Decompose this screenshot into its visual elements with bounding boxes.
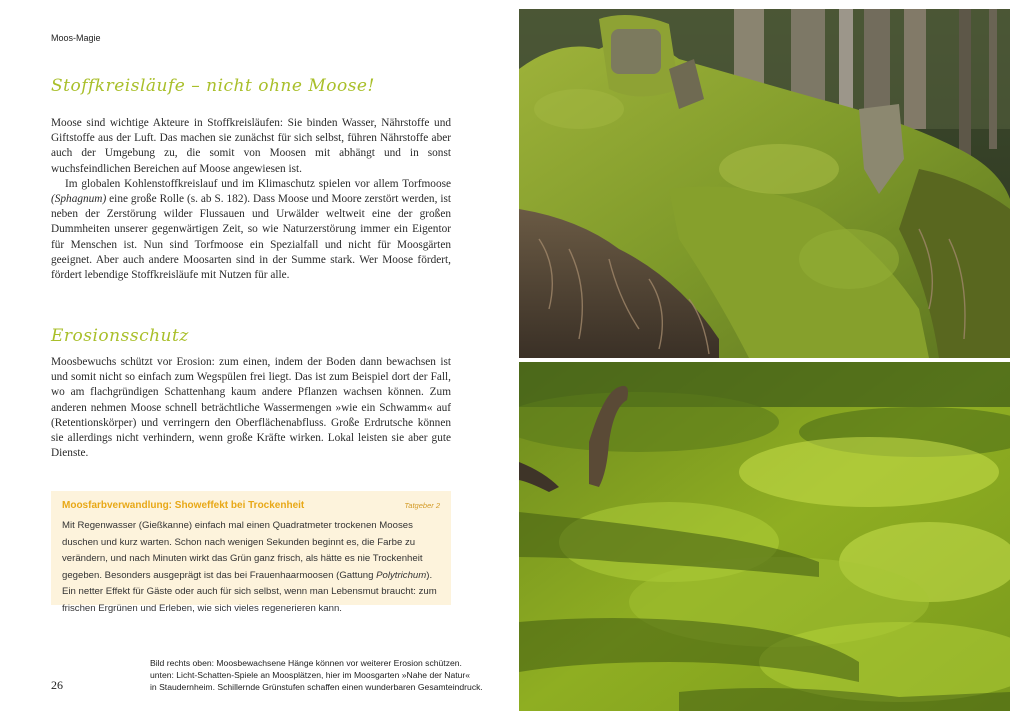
body-text-stoffkreislaeufe <box>51 116 451 283</box>
running-head: Moos-Magie <box>51 33 101 43</box>
info-box-tag: Tatgeber 2 <box>404 501 440 510</box>
info-box <box>51 491 451 614</box>
section-title-erosionsschutz: Erosionsschutz <box>51 326 189 346</box>
caption-line: Bild rechts oben: Moosbewachsene Hänge können vor weiterer Erosion schützen. <box>150 658 462 668</box>
page-number: 26 <box>51 678 63 692</box>
paragraph: Im globalen Kohlenstoffkreislauf und im Klimaschutz spielen vor allem Torfmoose (Sphagnum) eine große Rolle (s. ab S. 182). Dass Moose und Moore zerstört werden, ist neben der Zerstörung wilder Flussauen und Urwälder weltweit eine der großen Dummheiten unserer gegenwärtigen Zeit, so wie Naturzerstörung immer ein Eigentor für Menschen ist. Nun sind Torfmoose ein Spezialfall und nicht für Moosgärten geeignet. Aber auch andere Moosarten sind in der Summe stark. Wer Moose fördert, fördert lebendige Stoffkreisläufe mit Nutzen für alle. <box>51 177 451 282</box>
paragraph: Moose sind wichtige Akteure in Stoffkreisläufen: Sie binden Wasser, Nährstoffe und Giftstoffe aus der Luft. Das machen sie zunächst für sich selbst, führen Nährstoffe aber auch der Umgebung zu, die somit von Moosen mit abhängt und in sonst wuchsfeindlichen Bereichen auf Moose angewiesen ist. <box>51 117 451 175</box>
info-box-body: Mit Regenwasser (Gießkanne) einfach mal einen Quadratmeter trockenen Mooses duschen und kurz warten. Schon nach wenigen Sekunden beginnt es, die Farbe zu verändern, und nach Minuten wirkt das Grün ganz frisch, als hätte es nie Trockenheit gegeben. Besonders ausgeprägt ist das bei Frauenhaarmoosen (Gattung Polytrichum). Ein netter Effekt für Gäste oder auch für sich selbst, wenn man Lebensmut braucht: zum frischen Ergrünen und Erleben, wie sich vieles regenerieren kann. <box>62 520 437 614</box>
photo-caption <box>150 657 483 693</box>
body-text-erosionsschutz <box>51 355 451 461</box>
section-title-stoffkreislaeufe: Stoffkreisläufe – nicht ohne Moose! <box>51 76 375 96</box>
paragraph: Moosbewuchs schützt vor Erosion: zum einen, indem der Boden dann bewachsen ist und somit nicht so einfach zum Wegspülen frei liegt. Das ist zum Beispiel dort der Fall, wo am flachgründigen Schattenhang kaum andere Pflanzen wachsen können. Zum anderen nehmen Moose schnell beträchtliche Wassermengen »wie ein Schwamm« auf (Retentionskörper) und verringern den Oberflächenabfluss. Große Erdrutsche können sie allerdings nicht verhindern, wenn große Kräfte wirken. Lokal leisten sie aber gute Dienste. <box>51 356 451 460</box>
caption-line: in Staudernheim. Schillernde Grünstufen schaffen einen wunderbaren Gesamteindruck. <box>150 682 483 692</box>
photo-mossy-slope <box>519 9 1010 358</box>
caption-line: unten: Licht-Schatten-Spiele an Moosplätzen, hier im Moosgarten »Nahe der Natur« <box>150 670 471 680</box>
info-box-title: Moosfarbverwandlung: Showeffekt bei Trockenheit <box>62 500 305 511</box>
photo-moss-garden <box>519 362 1010 711</box>
